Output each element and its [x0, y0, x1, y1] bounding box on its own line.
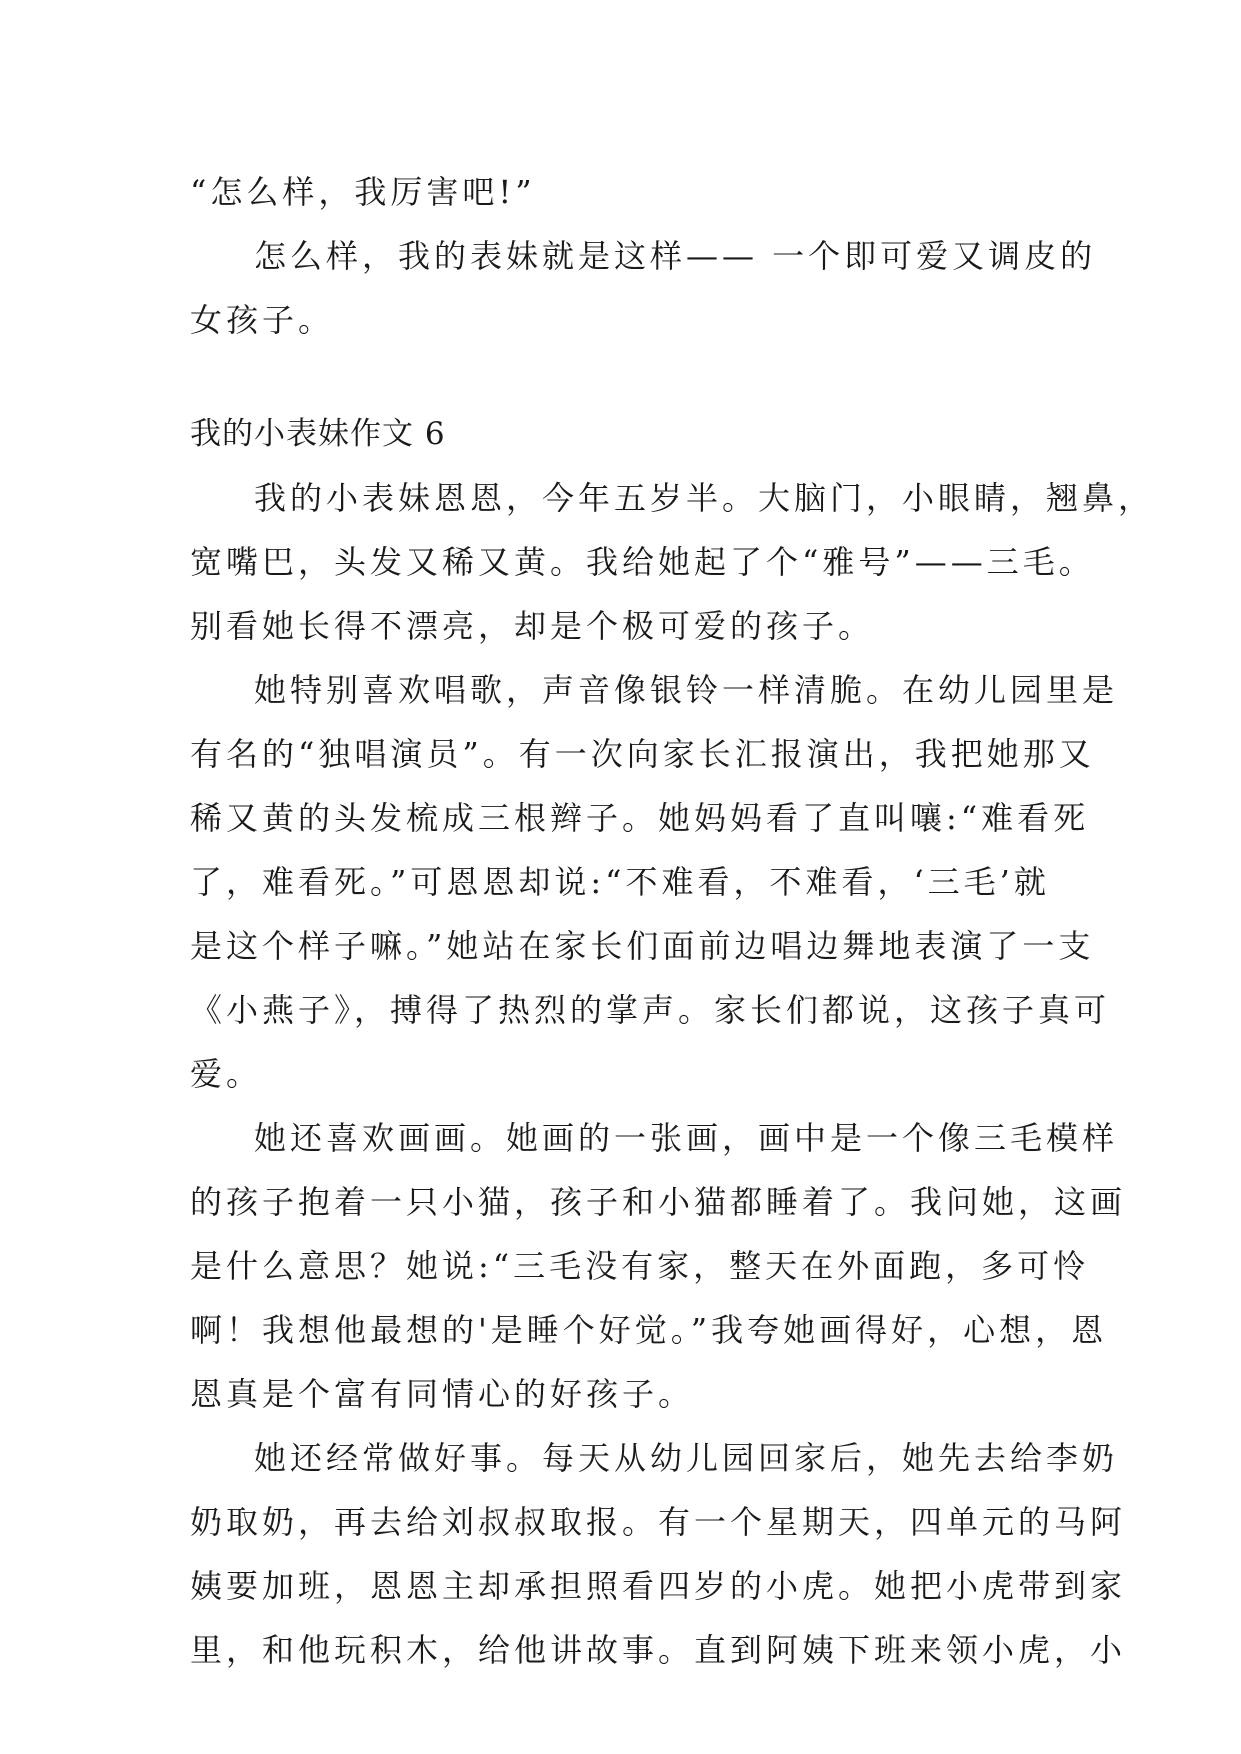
paragraph-line: 的孩子抱着一只小猫，孩子和小猫都睡着了。我问她，这画: [190, 1183, 1127, 1221]
paragraph-line: 宽嘴巴，头发又稀又黄。我给她起了个“雅号”——三毛。: [190, 543, 1095, 581]
paragraph-line: 奶取奶，再去给刘叔叔取报。有一个星期天，四单元的马阿: [190, 1503, 1127, 1541]
paragraph-line: 她还经常做好事。每天从幼儿园回家后，她先去给李奶: [254, 1439, 1119, 1477]
intro-line-1: “怎么样，我厉害吧!”: [190, 173, 536, 211]
document-content: [190, 160, 1155, 1682]
paragraph-line: 稀又黄的头发梳成三根辫子。她妈妈看了直叫嚷:“难看死: [190, 799, 1090, 837]
paragraph-line: 她还喜欢画画。她画的一张画，画中是一个像三毛模样: [254, 1119, 1119, 1157]
paragraph-line: 里，和他玩积木，给他讲故事。直到阿姨下班来领小虎，小: [190, 1631, 1127, 1669]
paragraph-line: 是这个样子嘛。”她站在家长们面前边唱边舞地表演了一支: [190, 927, 1095, 965]
section-gap: [190, 352, 1052, 402]
intro-line-3: 女孩子。: [190, 301, 335, 339]
paragraph-line: 有名的“独唱演员”。有一次向家长汇报演出，我把她那又: [190, 735, 1095, 773]
paragraph-line: 是什么意思？她说:“三毛没有家，整天在外面跑，多可怜: [190, 1247, 1090, 1285]
paragraph-line: 别看她长得不漂亮，却是个极可爱的孩子。: [190, 607, 875, 645]
paragraph-line: 《小燕子》，搏得了热烈的掌声。家长们都说，这孩子真可: [190, 991, 1111, 1029]
paragraph-line: 我的小表妹恩恩，今年五岁半。大脑门，小眼睛，翘鼻，: [254, 479, 1155, 517]
paragraph-line: 啊！我想他最想的'是睡个好觉。”我夸她画得好，心想，恩: [190, 1311, 1108, 1349]
paragraph-line: 了，难看死。”可恩恩却说:“不难看，不难看，‘三毛’就: [190, 863, 1050, 901]
paragraph-line: 她特别喜欢唱歌，声音像银铃一样清脆。在幼儿园里是: [254, 671, 1119, 709]
paragraph-line: 爱。: [190, 1055, 263, 1093]
section-title: 我的小表妹作文 6: [190, 416, 446, 452]
paragraph-line: 姨要加班，恩恩主却承担照看四岁的小虎。她把小虎带到家: [190, 1567, 1127, 1605]
paragraph-line: 恩真是个富有同情心的好孩子。: [190, 1375, 695, 1413]
intro-line-2: 怎么样，我的表妹就是这样—— 一个即可爱又调皮的: [254, 237, 1097, 275]
